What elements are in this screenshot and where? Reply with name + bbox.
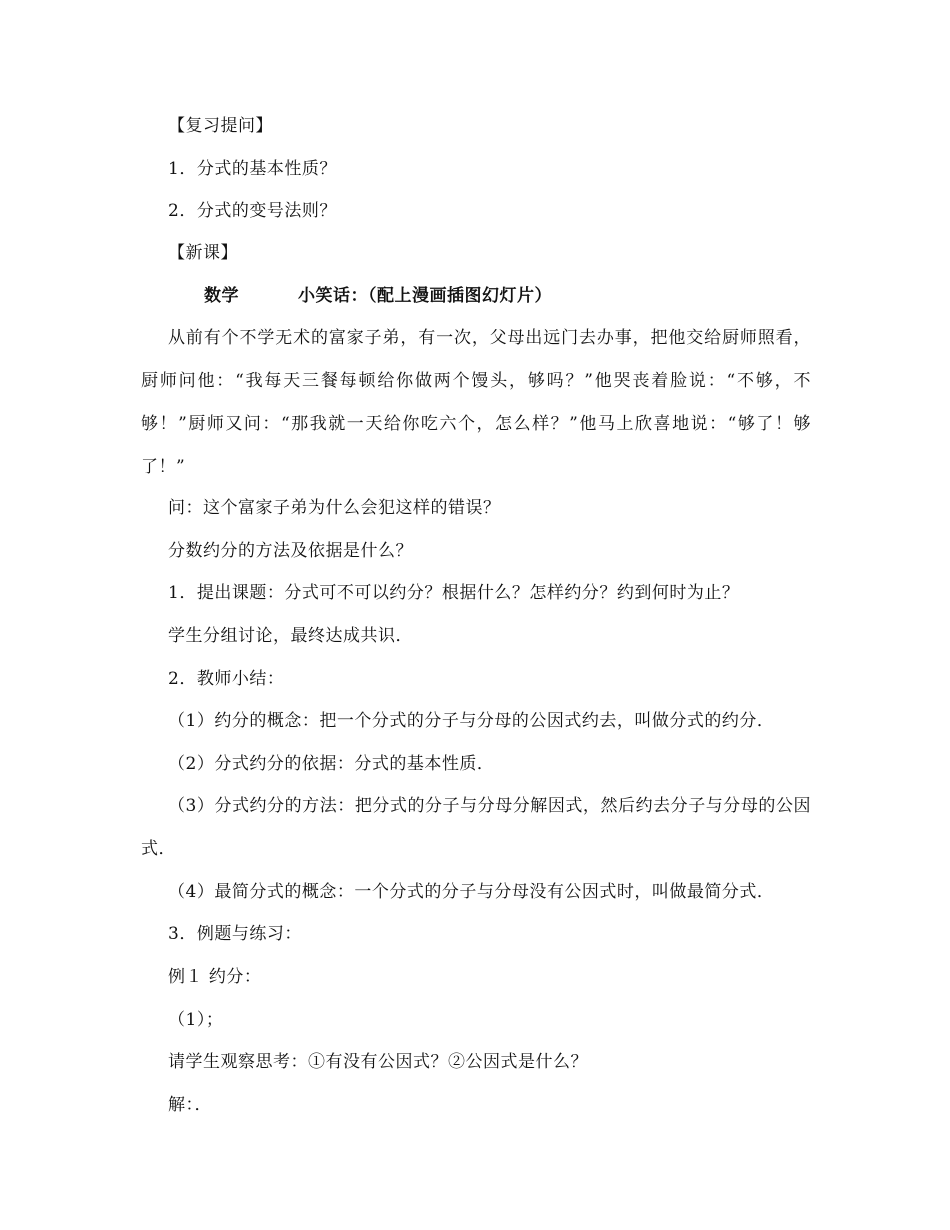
summary-4: （4）最简分式的概念：一个分式的分子与分母没有公因式时，叫做最简分式． xyxy=(168,882,775,902)
item-3-examples: 3．例题与练习： xyxy=(168,924,302,944)
review-heading: 【复习提问】 xyxy=(168,116,273,136)
story-paragraph: 从前有个不学无术的富家子弟，有一次，父母出远门去办事，把他交给厨师照看，厨师问他：“我每天三餐每顿给你做两个馒头，够吗？”他哭丧着脸说：“不够，不够！”厨师又问：“那我就一天给你吃六个，怎么样？”他马上欣喜地说：“够了！够了！” xyxy=(141,328,811,477)
joke-title: 小笑话：（配上漫画插图幻灯片） xyxy=(298,286,552,306)
item-1-topic: 1．提出课题：分式可不可以约分？根据什么？怎样约分？约到何时为止？ xyxy=(168,583,740,603)
example-1-label: 例１ 约分： xyxy=(168,967,262,987)
summary-2: （2）分式约分的依据：分式的基本性质． xyxy=(168,754,495,774)
new-lesson-heading: 【新课】 xyxy=(168,243,238,263)
question-fraction-reduction: 分数约分的方法及依据是什么？ xyxy=(168,541,413,561)
observe-prompt: 请学生观察思考：①有没有公因式？②公因式是什么？ xyxy=(168,1052,588,1072)
example-1-part-1: （1）； xyxy=(168,1010,224,1030)
summary-3: （3）分式约分的方法：把分式的分子与分母分解因式，然后约去分子与分母的公因式． xyxy=(141,796,811,859)
review-question-2: 2．分式的变号法则？ xyxy=(168,201,337,221)
solution-label: 解：． xyxy=(168,1095,212,1115)
subject-label: 数学 xyxy=(204,286,239,306)
question-why-mistake: 问：这个富家子弟为什么会犯这样的错误？ xyxy=(168,498,501,518)
item-2-summary: 2．教师小结： xyxy=(168,669,285,689)
summary-1: （1）约分的概念：把一个分式的分子与分母的公因式约去，叫做分式的约分． xyxy=(168,711,775,731)
discussion-text: 学生分组讨论，最终达成共识． xyxy=(168,626,413,646)
review-question-1: 1．分式的基本性质？ xyxy=(168,159,337,179)
